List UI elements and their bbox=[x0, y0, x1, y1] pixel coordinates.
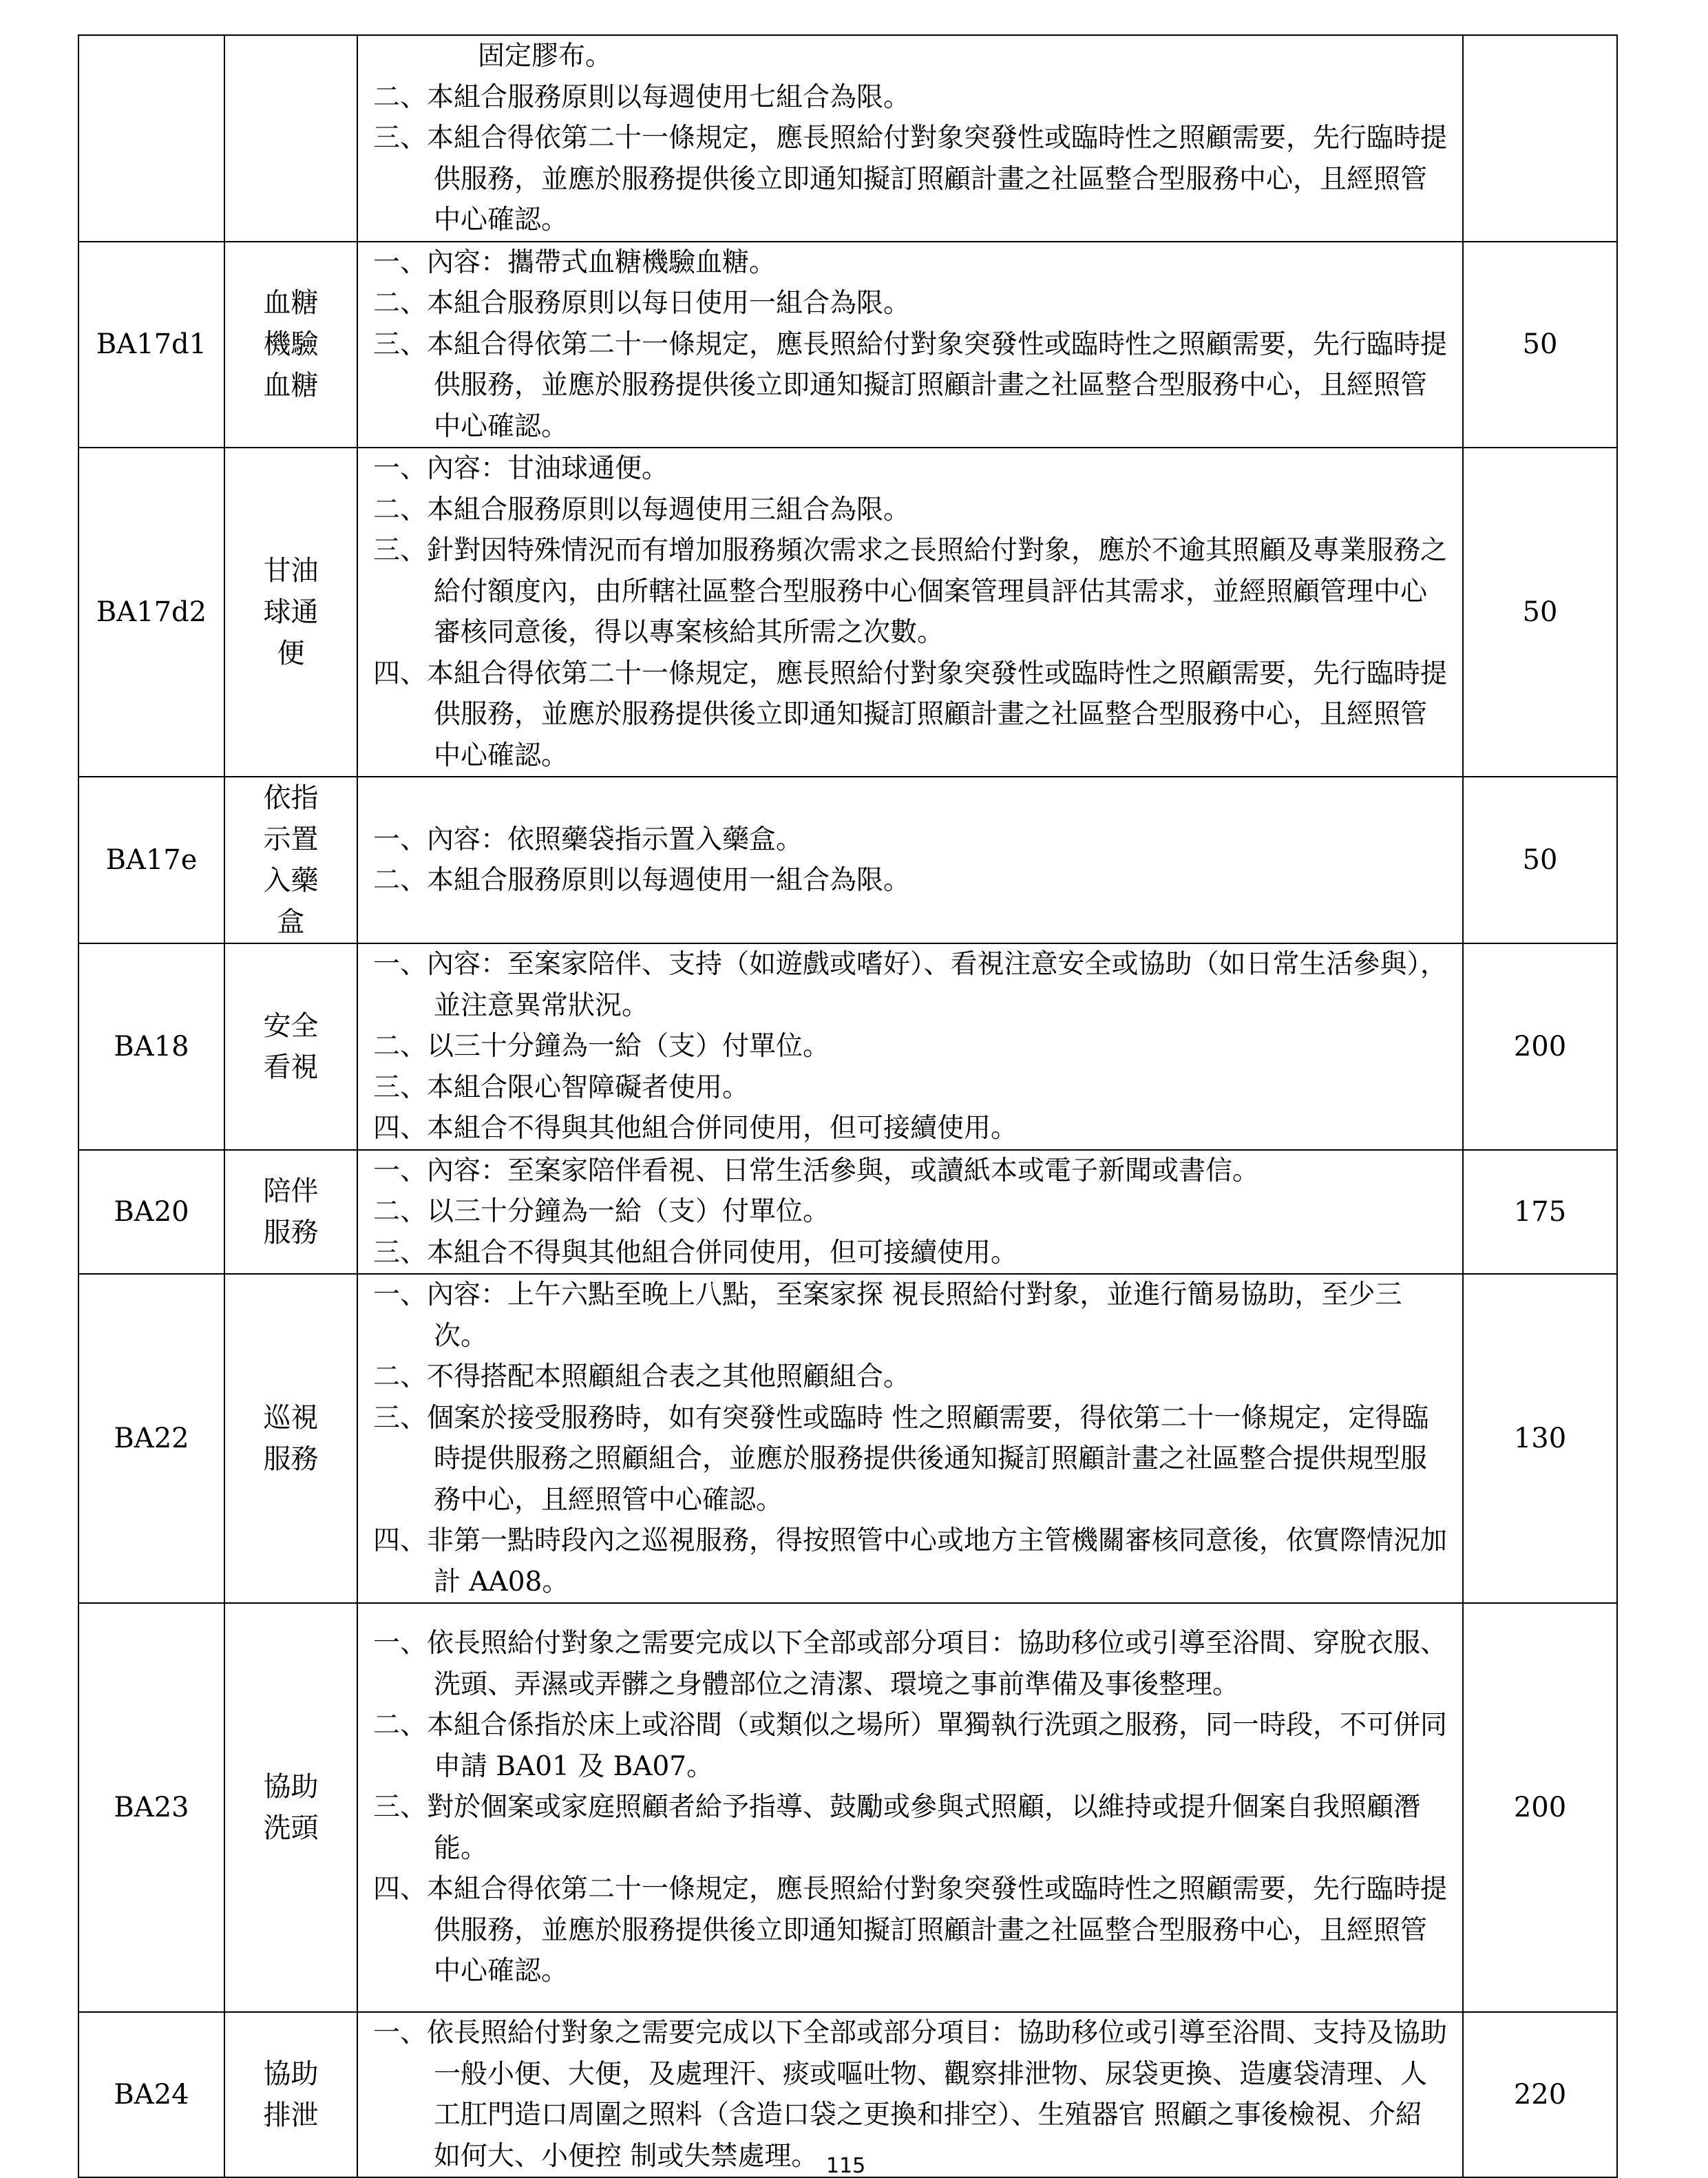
description-item: 四、本組合不得與其他組合併同使用，但可接續使用。 bbox=[373, 1113, 1018, 1144]
description-item: 二、本組合服務原則以每週使用三組合為限。 bbox=[373, 494, 911, 525]
service-code: BA17e bbox=[78, 777, 224, 943]
service-code: BA17d2 bbox=[78, 448, 224, 777]
service-name: 協助洗頭 bbox=[224, 1603, 357, 2012]
service-description bbox=[357, 448, 1463, 777]
service-code: BA24 bbox=[78, 2012, 224, 2177]
service-code bbox=[78, 35, 224, 242]
service-description bbox=[357, 1150, 1463, 1275]
table-row bbox=[78, 1603, 1617, 2012]
description-item: 一、依長照給付對象之需要完成以下全部或部分項目：協助移位或引導至浴間、穿脫衣服、洗頭、弄濕或弄髒之身體部位之清潔、環境之事前準備及事後整理。 bbox=[373, 1628, 1448, 1700]
description-item: 三、針對因特殊情況而有增加服務頻次需求之長照給付對象，應於不逾其照顧及專業服務之給付額度內，由所轄社區整合型服務中心個案管理員評估其需求，並經照顧管理中心審核同意後，得以專案核給其所需之次數。 bbox=[373, 535, 1448, 648]
description-item: 一、內容：甘油球通便。 bbox=[373, 453, 669, 484]
description-item: 三、本組合限心智障礙者使用。 bbox=[373, 1071, 750, 1103]
description-item: 一、內容：依照藥袋指示置入藥盒。 bbox=[373, 824, 803, 855]
payment-amount: 130 bbox=[1463, 1274, 1617, 1603]
service-table bbox=[78, 34, 1618, 2178]
description-item: 二、本組合服務原則以每週使用一組合為限。 bbox=[373, 865, 911, 896]
description-item: 四、本組合得依第二十一條規定，應長照給付對象突發性或臨時性之照顧需要，先行臨時提供服務，並應於服務提供後立即通知擬訂照顧計畫之社區整合型服務中心，且經照管中心確認。 bbox=[373, 658, 1448, 771]
payment-amount: 50 bbox=[1463, 242, 1617, 448]
service-code: BA23 bbox=[78, 1603, 224, 2012]
description-item: 一、內容：至案家陪伴、支持（如遊戲或嗜好）、看視注意安全或協助（如日常生活參與），並注意異常狀況。 bbox=[373, 949, 1448, 1021]
table-row bbox=[78, 1274, 1617, 1603]
service-name: 依指示置入藥盒 bbox=[224, 777, 357, 943]
description-item: 四、非第一點時段內之巡視服務，得按照管中心或地方主管機關審核同意後，依實際情況加計 AA08。 bbox=[373, 1525, 1448, 1598]
table-body bbox=[78, 35, 1617, 2177]
description-item: 二、本組合係指於床上或浴間（或類似之場所）單獨執行洗頭之服務，同一時段，不可併同申請 BA01 及 BA07。 bbox=[373, 1710, 1448, 1782]
description-item: 三、本組合得依第二十一條規定，應長照給付對象突發性或臨時性之照顧需要，先行臨時提供服務，並應於服務提供後立即通知擬訂照顧計畫之社區整合型服務中心，且經照管中心確認。 bbox=[373, 328, 1448, 442]
service-description bbox=[357, 35, 1463, 242]
description-item: 四、本組合得依第二十一條規定，應長照給付對象突發性或臨時性之照顧需要，先行臨時提供服務，並應於服務提供後立即通知擬訂照顧計畫之社區整合型服務中心，且經照管中心確認。 bbox=[373, 1874, 1448, 1987]
description-item: 二、本組合服務原則以每日使用一組合為限。 bbox=[373, 288, 911, 319]
service-description bbox=[357, 943, 1463, 1150]
service-name bbox=[224, 35, 357, 242]
description-item: 固定膠布。 bbox=[478, 41, 613, 72]
payment-amount: 175 bbox=[1463, 1150, 1617, 1275]
payment-amount: 50 bbox=[1463, 448, 1617, 777]
table-row bbox=[78, 777, 1617, 943]
description-item: 二、以三十分鐘為一給（支）付單位。 bbox=[373, 1196, 830, 1227]
table-row bbox=[78, 242, 1617, 448]
description-item: 一、內容：攜帶式血糖機驗血糖。 bbox=[373, 247, 777, 278]
payment-amount: 50 bbox=[1463, 777, 1617, 943]
table-row bbox=[78, 448, 1617, 777]
description-item: 二、以三十分鐘為一給（支）付單位。 bbox=[373, 1031, 830, 1062]
description-item: 一、依長照給付對象之需要完成以下全部或部分項目：協助移位或引導至浴間、支持及協助一般小便、大便，及處理汗、痰或嘔吐物、觀察排泄物、尿袋更換、造廔袋清理、人工肛門造口周圍之照料（含造口袋之更換和排空）、生殖器官 照顧之事後檢視、介紹如何大、小便控 制或失禁處理。 bbox=[373, 2018, 1448, 2172]
service-description bbox=[357, 1603, 1463, 2012]
service-name: 安全看視 bbox=[224, 943, 357, 1150]
page-number: 115 bbox=[826, 2154, 866, 2178]
service-code: BA18 bbox=[78, 943, 224, 1150]
service-description bbox=[357, 1274, 1463, 1603]
service-description bbox=[357, 2012, 1463, 2177]
payment-amount: 200 bbox=[1463, 943, 1617, 1150]
service-code: BA20 bbox=[78, 1150, 224, 1275]
table-row bbox=[78, 943, 1617, 1150]
table-row bbox=[78, 35, 1617, 242]
description-item: 二、本組合服務原則以每週使用七組合為限。 bbox=[373, 81, 911, 113]
service-name: 血糖機驗血糖 bbox=[224, 242, 357, 448]
service-name: 巡視服務 bbox=[224, 1274, 357, 1603]
payment-amount: 220 bbox=[1463, 2012, 1617, 2177]
description-item: 三、對於個案或家庭照顧者給予指導、鼓勵或參與式照顧，以維持或提升個案自我照顧潛能。 bbox=[373, 1792, 1421, 1864]
table-row bbox=[78, 1150, 1617, 1275]
description-item: 二、不得搭配本照顧組合表之其他照顧組合。 bbox=[373, 1361, 911, 1392]
service-name: 陪伴服務 bbox=[224, 1150, 357, 1275]
service-code: BA17d1 bbox=[78, 242, 224, 448]
description-item: 三、本組合得依第二十一條規定，應長照給付對象突發性或臨時性之照顧需要，先行臨時提供服務，並應於服務提供後立即通知擬訂照顧計畫之社區整合型服務中心，且經照管中心確認。 bbox=[373, 123, 1448, 235]
service-description bbox=[357, 242, 1463, 448]
service-name: 協助排泄 bbox=[224, 2012, 357, 2177]
table-row bbox=[78, 2012, 1617, 2177]
description-item: 三、本組合不得與其他組合併同使用，但可接續使用。 bbox=[373, 1237, 1018, 1268]
payment-amount bbox=[1463, 35, 1617, 242]
description-item: 一、內容：上午六點至晚上八點，至案家探 視長照給付對象，並進行簡易協助，至少三次。 bbox=[373, 1279, 1402, 1352]
payment-amount: 200 bbox=[1463, 1603, 1617, 2012]
description-item: 一、內容：至案家陪伴看視、日常生活參與，或讀紙本或電子新聞或書信。 bbox=[373, 1155, 1260, 1186]
service-name: 甘油球通便 bbox=[224, 448, 357, 777]
service-description bbox=[357, 777, 1463, 943]
description-item: 三、個案於接受服務時，如有突發性或臨時 性之照顧需要，得依第二十一條規定，定得臨時提供服務之照顧組合，並應於服務提供後通知擬訂照顧計畫之社區整合提供規型服務中心，且經照管中心確認。 bbox=[373, 1402, 1429, 1516]
service-code: BA22 bbox=[78, 1274, 224, 1603]
